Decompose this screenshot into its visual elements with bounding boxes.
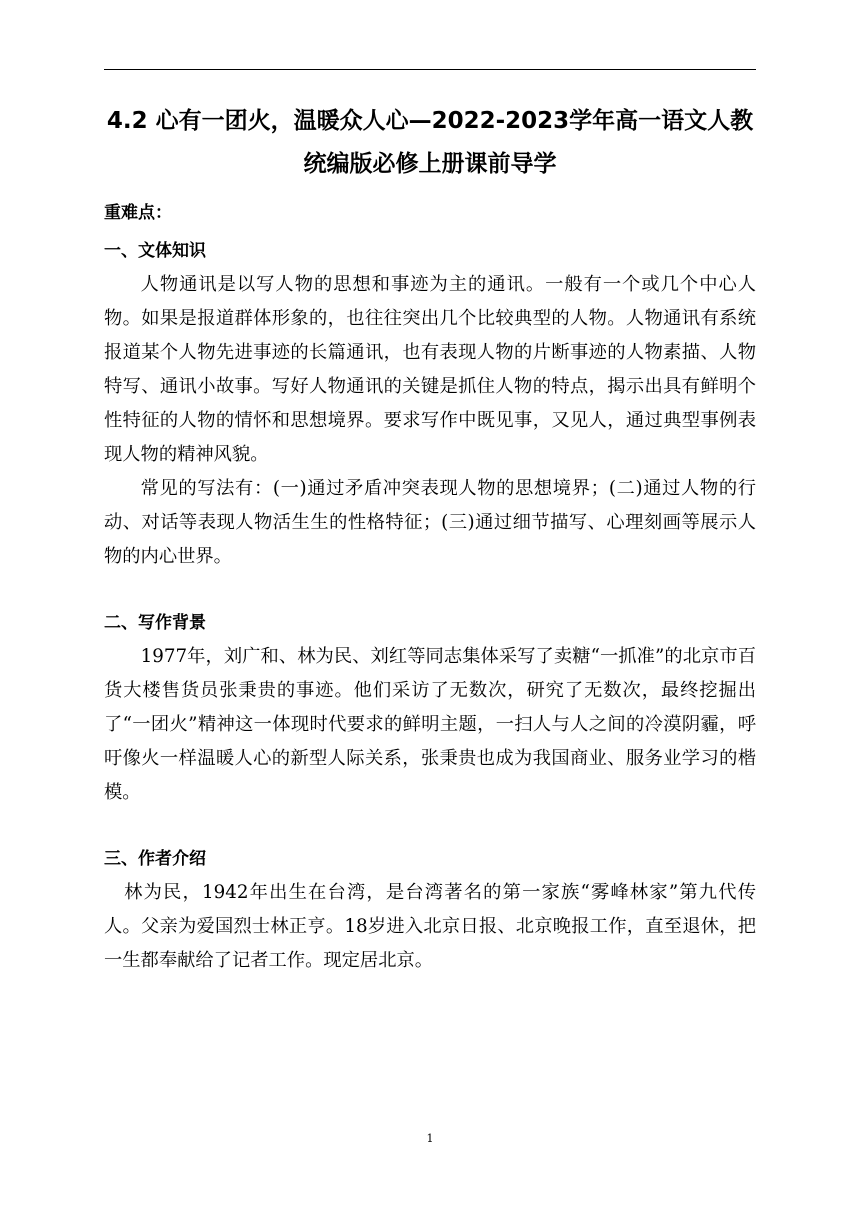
section-paragraph: 人物通讯是以写人物的思想和事迹为主的通讯。一般有一个或几个中心人物。如果是报道群体形象的，也往往突出几个比较典型的人物。人物通讯有系统报道某个人物先进事迹的长篇通讯，也有表现人物的片断事迹的人物素描、人物特写、通讯小故事。写好人物通讯的关键是抓住人物的特点，揭示出具有鲜明个性特征的人物的情怀和思想境界。要求写作中既见事，又见人，通过典型事例表现人物的精神风貌。 (104, 274, 756, 465)
header-rule (104, 69, 756, 70)
section-heading-background: 二、写作背景 (104, 613, 206, 633)
document-body (104, 196, 756, 978)
section-paragraph: 1977年，刘广和、林为民、刘红等同志集体采写了卖糖“一抓准”的北京市百货大楼售货员张秉贵的事迹。他们采访了无数次，研究了无数次，最终挖掘出了“一团火”精神这一体现时代要求的鲜明主题，一扫人与人之间的冷漠阴霾，呼吁像火一样温暖人心的新型人际关系，张秉贵也成为我国商业、服务业学习的楷模。 (104, 646, 756, 803)
key-points-label: 重难点： (104, 203, 172, 223)
page-number: 1 (426, 1132, 434, 1145)
section-heading-genre: 一、文体知识 (104, 241, 206, 261)
section-paragraph: 林为民，1942年出生在台湾，是台湾著名的第一家族“雾峰林家”第九代传人。父亲为爱国烈士林正亨。18岁进入北京日报、北京晚报工作，直至退休，把一生都奉献给了记者工作。现定居北京。 (104, 882, 756, 971)
section-heading-author: 三、作者介绍 (104, 849, 206, 869)
document-title: 4.2 心有一团火，温暖众人心—2022-2023学年高一语文人教统编版必修上册课前导学 (106, 108, 754, 177)
section-paragraph: 常见的写法有：(一)通过矛盾冲突表现人物的思想境界；(二)通过人物的行动、对话等表现人物活生生的性格特征；(三)通过细节描写、心理刻画等展示人物的内心世界。 (104, 478, 756, 567)
